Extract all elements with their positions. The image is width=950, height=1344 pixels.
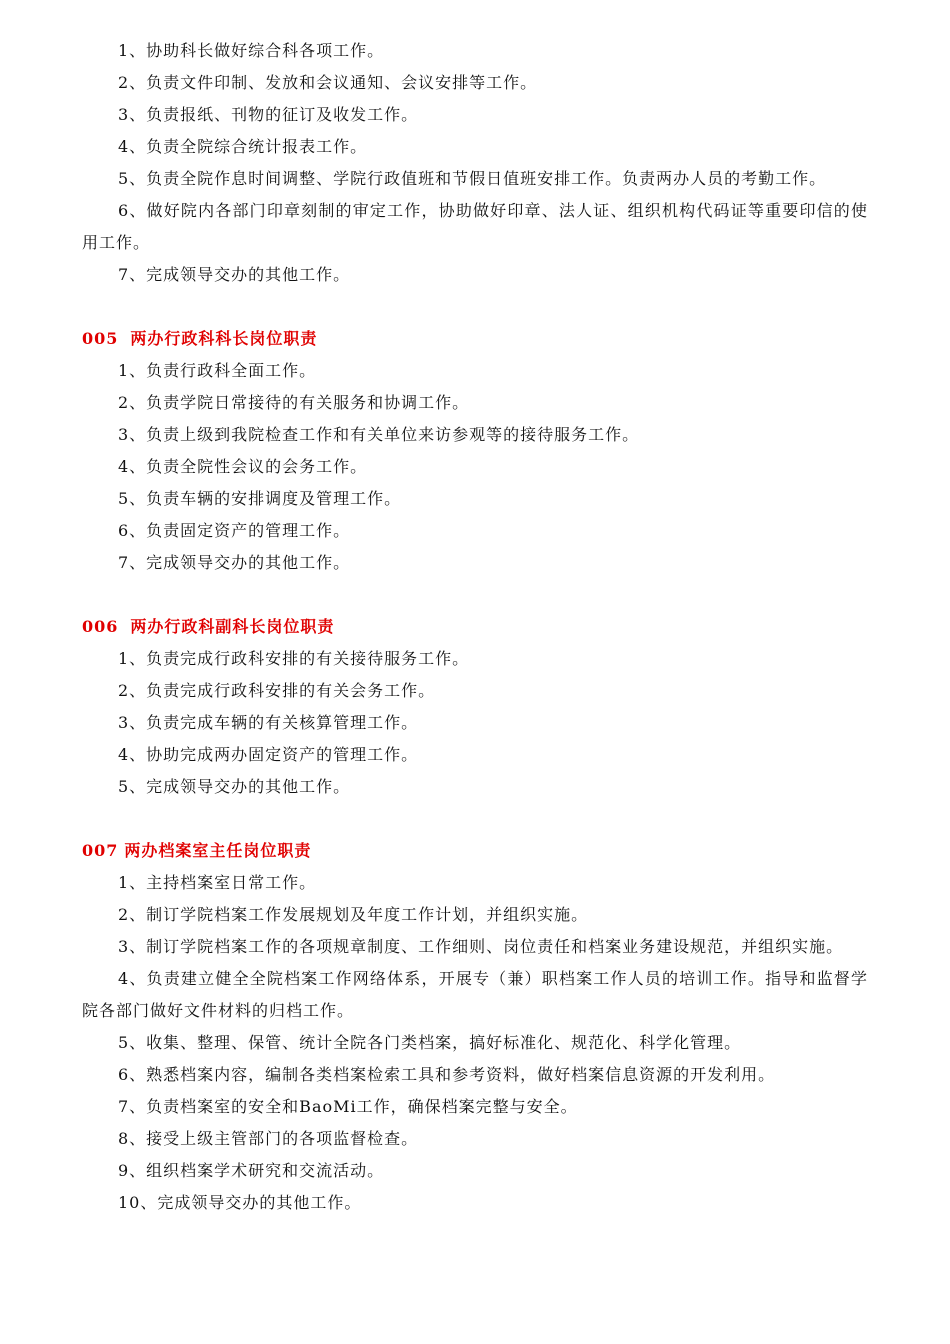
list-item: 4、负责建立健全全院档案工作网络体系，开展专（兼）职档案工作人员的培训工作。指导和监督学院各部门做好文件材料的归档工作。	[82, 969, 868, 1020]
list-item: 3、负责上级到我院检查工作和有关单位来访参观等的接待服务工作。	[118, 425, 640, 444]
list-item: 5、负责车辆的安排调度及管理工作。	[118, 489, 402, 508]
section-spacer	[82, 579, 868, 611]
intro-list	[82, 35, 868, 291]
list-item: 6、做好院内各部门印章刻制的审定工作，协助做好印章、法人证、组织机构代码证等重要印信的使用工作。	[82, 201, 868, 252]
list-item: 2、负责学院日常接待的有关服务和协调工作。	[118, 393, 470, 412]
section-006	[82, 611, 868, 803]
list-item: 2、负责文件印制、发放和会议通知、会议安排等工作。	[118, 73, 538, 92]
list-item: 8、接受上级主管部门的各项监督检查。	[118, 1129, 419, 1148]
list-item: 5、完成领导交办的其他工作。	[118, 777, 351, 796]
list-item: 3、负责完成车辆的有关核算管理工作。	[118, 713, 419, 732]
list-item: 9、组织档案学术研究和交流活动。	[118, 1161, 385, 1180]
section-number: 007	[82, 841, 119, 860]
list-item: 10、完成领导交办的其他工作。	[118, 1193, 362, 1212]
list-item: 4、协助完成两办固定资产的管理工作。	[118, 745, 419, 764]
list-item: 3、制订学院档案工作的各项规章制度、工作细则、岗位责任和档案业务建设规范，并组织实施。	[118, 937, 844, 956]
list-item: 7、完成领导交办的其他工作。	[118, 553, 351, 572]
section-number: 006	[82, 617, 119, 636]
list-item: 6、负责固定资产的管理工作。	[118, 521, 351, 540]
section-005	[82, 323, 868, 579]
section-heading	[82, 611, 868, 643]
list-item: 1、协助科长做好综合科各项工作。	[118, 41, 385, 60]
section-spacer	[82, 291, 868, 323]
list-item: 1、主持档案室日常工作。	[118, 873, 317, 892]
section-heading	[82, 323, 868, 355]
section-title: 两办行政科科长岗位职责	[130, 329, 318, 348]
list-item: 6、熟悉档案内容，编制各类档案检索工具和参考资料，做好档案信息资源的开发利用。	[118, 1065, 776, 1084]
list-item: 7、完成领导交办的其他工作。	[118, 265, 351, 284]
section-title: 两办档案室主任岗位职责	[124, 841, 312, 860]
list-item: 5、收集、整理、保管、统计全院各门类档案，搞好标准化、规范化、科学化管理。	[118, 1033, 742, 1052]
section-number: 005	[82, 329, 119, 348]
list-item: 1、负责行政科全面工作。	[118, 361, 317, 380]
section-spacer	[82, 803, 868, 835]
section-title: 两办行政科副科长岗位职责	[130, 617, 335, 636]
list-item: 7、负责档案室的安全和BaoMi工作，确保档案完整与安全。	[118, 1097, 578, 1116]
list-item: 3、负责报纸、刊物的征订及收发工作。	[118, 105, 419, 124]
list-item: 4、负责全院综合统计报表工作。	[118, 137, 368, 156]
list-item: 2、负责完成行政科安排的有关会务工作。	[118, 681, 436, 700]
document-body	[82, 35, 868, 1219]
list-item: 4、负责全院性会议的会务工作。	[118, 457, 368, 476]
list-item: 2、制订学院档案工作发展规划及年度工作计划，并组织实施。	[118, 905, 589, 924]
list-item: 1、负责完成行政科安排的有关接待服务工作。	[118, 649, 470, 668]
list-item: 5、负责全院作息时间调整、学院行政值班和节假日值班安排工作。负责两办人员的考勤工作。	[118, 169, 827, 188]
section-007	[82, 835, 868, 1219]
section-heading	[82, 835, 868, 867]
